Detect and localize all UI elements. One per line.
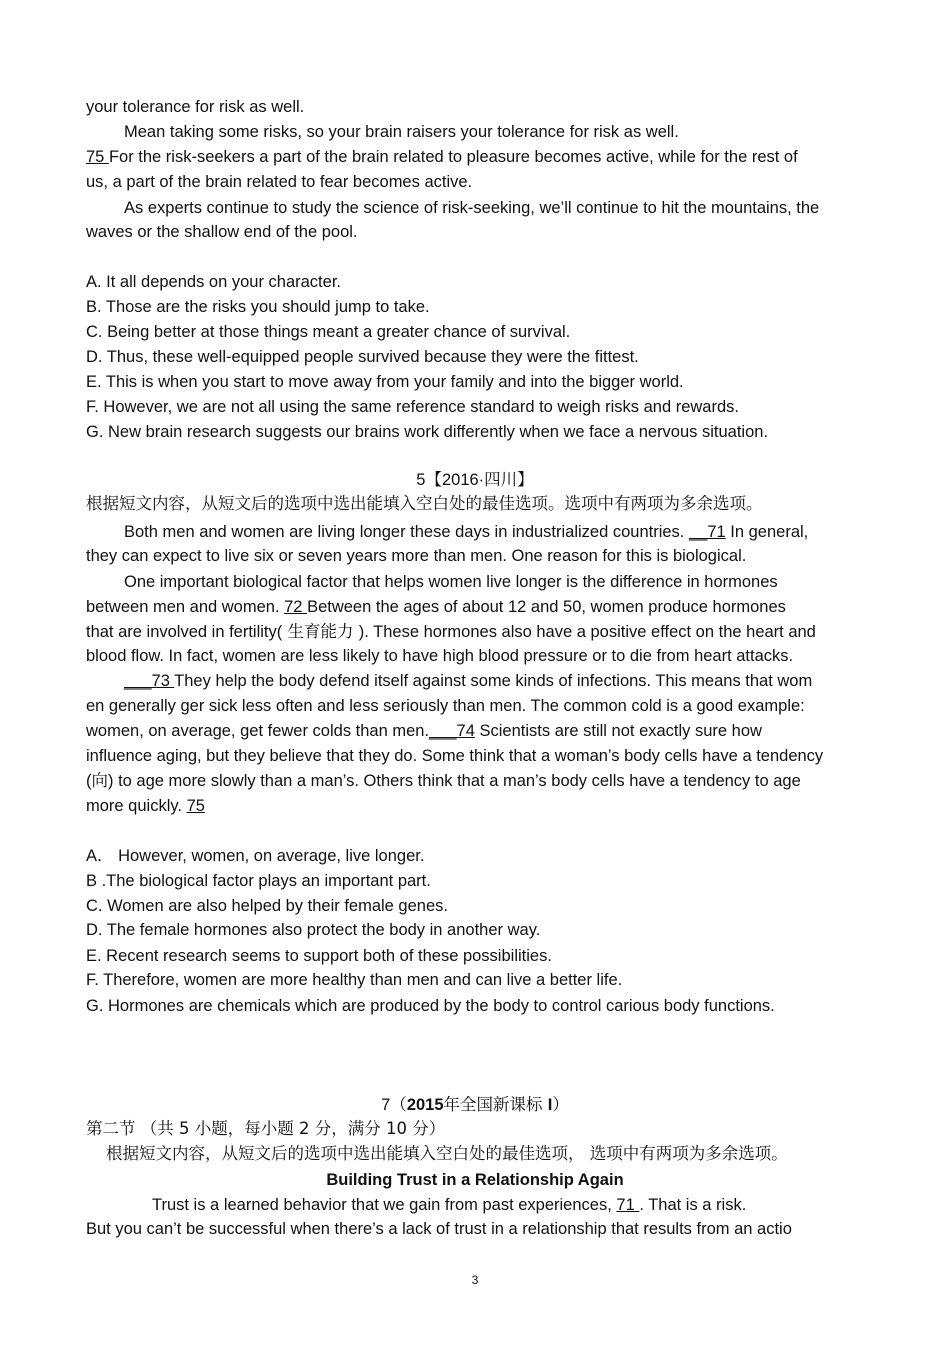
page-number: 3 [471,1273,479,1287]
answer-blank: 72 [284,598,308,616]
paragraph-line: blood flow. In fact, women are less likely to have high blood pressure or to die from heart attacks. [86,647,794,665]
option-item: G. Hormones are chemicals which are produced by the body to control carious body functions. [86,997,775,1015]
paragraph-line: 75 For the risk-seekers a part of the brain related to pleasure becomes active, while for the rest of [86,148,798,166]
paragraph-line: that are involved in fertility( 生育能力 ). These hormones also have a positive effect on the heart and [86,622,816,641]
paragraph-line: between men and women. 72 Between the ages of about 12 and 50, women produce hormones [86,598,786,616]
option-item: F. Therefore, women are more healthy than men and can live a better life. [86,971,623,989]
paragraph-line: Mean taking some risks, so your brain raisers your tolerance for risk as well. [124,123,679,141]
option-item: B .The biological factor plays an important part. [86,872,431,890]
option-item: A． However, women, on average, live longer. [86,847,425,865]
option-item: F. However, we are not all using the same reference standard to weigh risks and rewards. [86,398,739,416]
option-item: C. Women are also helped by their female genes. [86,897,448,915]
paragraph-line: en generally ger sick less often and less seriously than men. The common cold is a good example: [86,697,805,715]
paragraph-line: ___73 They help the body defend itself against some kinds of infections. This means that wom [124,672,813,690]
option-item: B. Those are the risks you should jump to take. [86,298,430,316]
option-item: D. Thus, these well-equipped people survived because they were the fittest. [86,348,639,366]
option-item: A. It all depends on your character. [86,273,341,291]
paragraph-line: As experts continue to study the science of risk-seeking, we’ll continue to hit the mountains, the [124,199,820,217]
paragraph-line: But you can’t be successful when there’s a lack of trust in a relationship that results from an actio [86,1220,792,1238]
answer-blank: ___74 [429,722,475,740]
answer-blank: 75 [86,148,109,166]
answer-blank: ___73 [124,672,175,690]
answer-blank: 75 [186,797,205,815]
option-item: E. Recent research seems to support both of these possibilities. [86,947,552,965]
paragraph-line: One important biological factor that helps women live longer is the difference in hormones [124,573,778,591]
section-heading: 7（2015年全国新课标 I） [381,1095,569,1114]
section-heading: 5【2016·四川】 [416,471,534,489]
paragraph-line: they can expect to live six or seven years more than men. One reason for this is biological. [86,547,747,565]
paragraph-line: Trust is a learned behavior that we gain from past experiences, 71 . That is a risk. [152,1196,747,1214]
instruction-text: 根据短文内容，从短文后的选项中选出能填入空白处的最佳选项。选项中有两项为多余选项。 [86,494,763,513]
paragraph-line: more quickly. 75 [86,797,205,815]
option-item: D. The female hormones also protect the body in another way. [86,921,541,939]
paragraph-line: us, a part of the brain related to fear becomes active. [86,173,473,191]
paragraph-line: (向) to age more slowly than a man’s. Others think that a man’s body cells have a tendency to age [86,772,801,790]
passage-title: Building Trust in a Relationship Again [326,1171,624,1189]
paragraph-line: influence aging, but they believe that they do. Some think that a woman’s body cells have a tendency [86,747,824,765]
text-line: your tolerance for risk as well. [86,98,305,116]
option-item: G. New brain research suggests our brains work differently when we face a nervous situation. [86,423,769,441]
paragraph-line: Both men and women are living longer these days in industrialized countries. __71 In general, [124,523,809,541]
answer-blank: 71 [616,1196,640,1214]
option-item: C. Being better at those things meant a greater chance of survival. [86,323,571,341]
section-subheading: 第二节 （共 5 小题，每小题 2 分，满分 10 分） [86,1119,446,1138]
paragraph-line: women, on average, get fewer colds than men.___74 Scientists are still not exactly sure how [86,722,762,740]
option-item: E. This is when you start to move away from your family and into the bigger world. [86,373,684,391]
answer-blank: __71 [688,523,726,541]
instruction-text: 根据短文内容，从短文后的选项中选出能填入空白处的最佳选项， 选项中有两项为多余选项。 [106,1144,788,1163]
paragraph-line: waves or the shallow end of the pool. [86,223,358,241]
